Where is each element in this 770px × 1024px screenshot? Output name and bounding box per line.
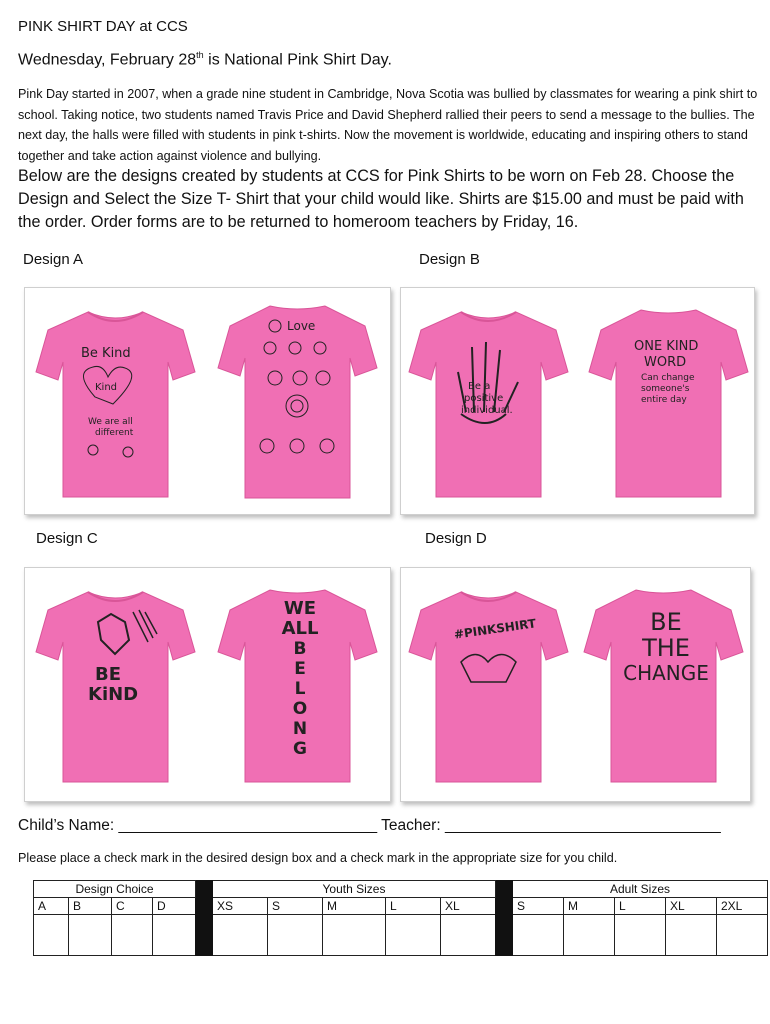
design-b-back-text-1: ONE KIND [634,339,699,354]
adult-size-s: S [513,898,564,915]
design-c-back-text-6: O [292,699,308,719]
design-c-back-text-8: G [293,739,307,759]
design-b-back-shirt [586,302,751,502]
table-divider [496,881,513,956]
subtitle-superscript: th [196,50,204,60]
design-a-back-text-1: Love [287,319,316,333]
design-a-back-shirt [215,298,380,503]
checkbox-design-c[interactable] [112,915,153,956]
design-b-back-text-4: someone's [641,384,690,394]
design-c-back-text-5: L [294,679,306,699]
adult-size-2xl: 2XL [717,898,768,915]
design-d-back-shirt [581,582,746,787]
design-d-back-text-1: BE [650,608,682,636]
design-option-d: D [153,898,196,915]
design-c-back-text-1: WE [283,598,317,619]
adult-sizes-header: Adult Sizes [513,881,768,898]
design-a-front-text-3: We are all [88,417,133,427]
checkbox-adult-xl[interactable] [666,915,717,956]
checkbox-youth-m[interactable] [323,915,386,956]
design-b-back-text-3: Can change [641,373,695,383]
subtitle-rest: is National Pink Shirt Day. [203,51,392,69]
teacher-label: Teacher: [381,817,441,834]
design-c-back-shirt [215,582,380,787]
adult-size-l: L [615,898,666,915]
instructions-paragraph: Below are the designs created by students at CCS for Pink Shirts to be worn on Feb 28. Choose the Design and Select the Size T- Shirt that your child would like. Shirts are $15.00 and must be paid with the order. Order forms are to be returned to homeroom teachers by Friday, 16. [18,167,744,231]
checkbox-youth-xl[interactable] [441,915,496,956]
youth-sizes-header: Youth Sizes [213,881,496,898]
design-c-back-text-7: N [292,719,308,739]
table-divider [196,881,213,956]
design-a-front-text-1: Be Kind [81,346,131,361]
checkbox-adult-2xl[interactable] [717,915,768,956]
name-teacher-line [18,817,721,835]
checkbox-youth-xs[interactable] [213,915,268,956]
design-option-b: B [69,898,112,915]
checkbox-adult-l[interactable] [615,915,666,956]
design-d-panel [400,567,751,802]
design-a-label: Design A [23,251,84,268]
design-c-front-text-1: BE [95,664,122,685]
checkbox-design-d[interactable] [153,915,196,956]
checkbox-youth-s[interactable] [268,915,323,956]
checkbox-design-b[interactable] [69,915,112,956]
subtitle-main: Wednesday, February 28 [18,51,197,69]
design-a-front-text-4: different [95,428,134,438]
design-a-front-text-2: Kind [95,382,118,393]
design-c-back-text-2: ALL [281,618,319,639]
design-c-back-text-3: B [293,639,307,659]
checkbox-adult-s[interactable] [513,915,564,956]
checkmark-instruction: Please place a check mark in the desired design box and a check mark in the appropriate size for you child. [18,851,618,865]
youth-size-m: M [323,898,386,915]
design-d-back-text-2: THE [642,634,690,662]
design-d-front-shirt [406,582,571,787]
event-date-heading [18,50,392,69]
design-c-front-text-2: KiND [88,684,139,705]
design-choice-header: Design Choice [34,881,196,898]
design-option-c: C [112,898,153,915]
checkbox-design-a[interactable] [34,915,69,956]
design-option-a: A [34,898,69,915]
design-a-panel [24,287,391,515]
design-c-front-shirt [33,582,198,787]
youth-size-s: S [268,898,323,915]
intro-paragraph: Pink Day started in 2007, when a grade nine student in Cambridge, Nova Scotia was bullied by classmates for wearing a pink shirt to school. Taking notice, two students named Travis Price and David Shepherd rallied their peers to send a message to the bullies. The next day, the halls were filled with students in pink t-shirts. Now the movement is worldwide, educating and inspiring others to stand together and take action against violence and bullying. [18,87,758,163]
design-b-front-shirt [406,302,571,502]
design-c-label: Design C [36,530,98,547]
child-name-label: Child’s Name: [18,817,115,834]
youth-size-l: L [386,898,441,915]
design-c-panel [24,567,391,802]
checkbox-youth-l[interactable] [386,915,441,956]
design-b-back-text-5: entire day [641,395,687,405]
checkbox-adult-m[interactable] [564,915,615,956]
design-d-front-text-1: #PINKSHIRT [453,616,537,642]
youth-size-xs: XS [213,898,268,915]
adult-size-xl: XL [666,898,717,915]
page-title: PINK SHIRT DAY at CCS [18,18,188,35]
design-c-back-text-4: E [294,659,306,679]
design-b-front-text-2: positive [464,393,504,404]
adult-size-m: M [564,898,615,915]
design-b-front-text-1: Be a [468,381,491,392]
youth-size-xl: XL [441,898,496,915]
teacher-field[interactable]: ________________________________ [444,817,721,834]
design-b-front-text-3: individual. [461,405,513,416]
design-d-back-text-3: CHANGE [623,661,709,685]
design-b-panel [400,287,755,515]
child-name-field[interactable]: ______________________________ [118,817,378,834]
design-a-front-shirt [33,302,198,502]
design-d-label: Design D [425,530,487,547]
order-table [33,880,768,956]
design-b-label: Design B [419,251,480,268]
design-b-back-text-2: WORD [644,355,687,370]
